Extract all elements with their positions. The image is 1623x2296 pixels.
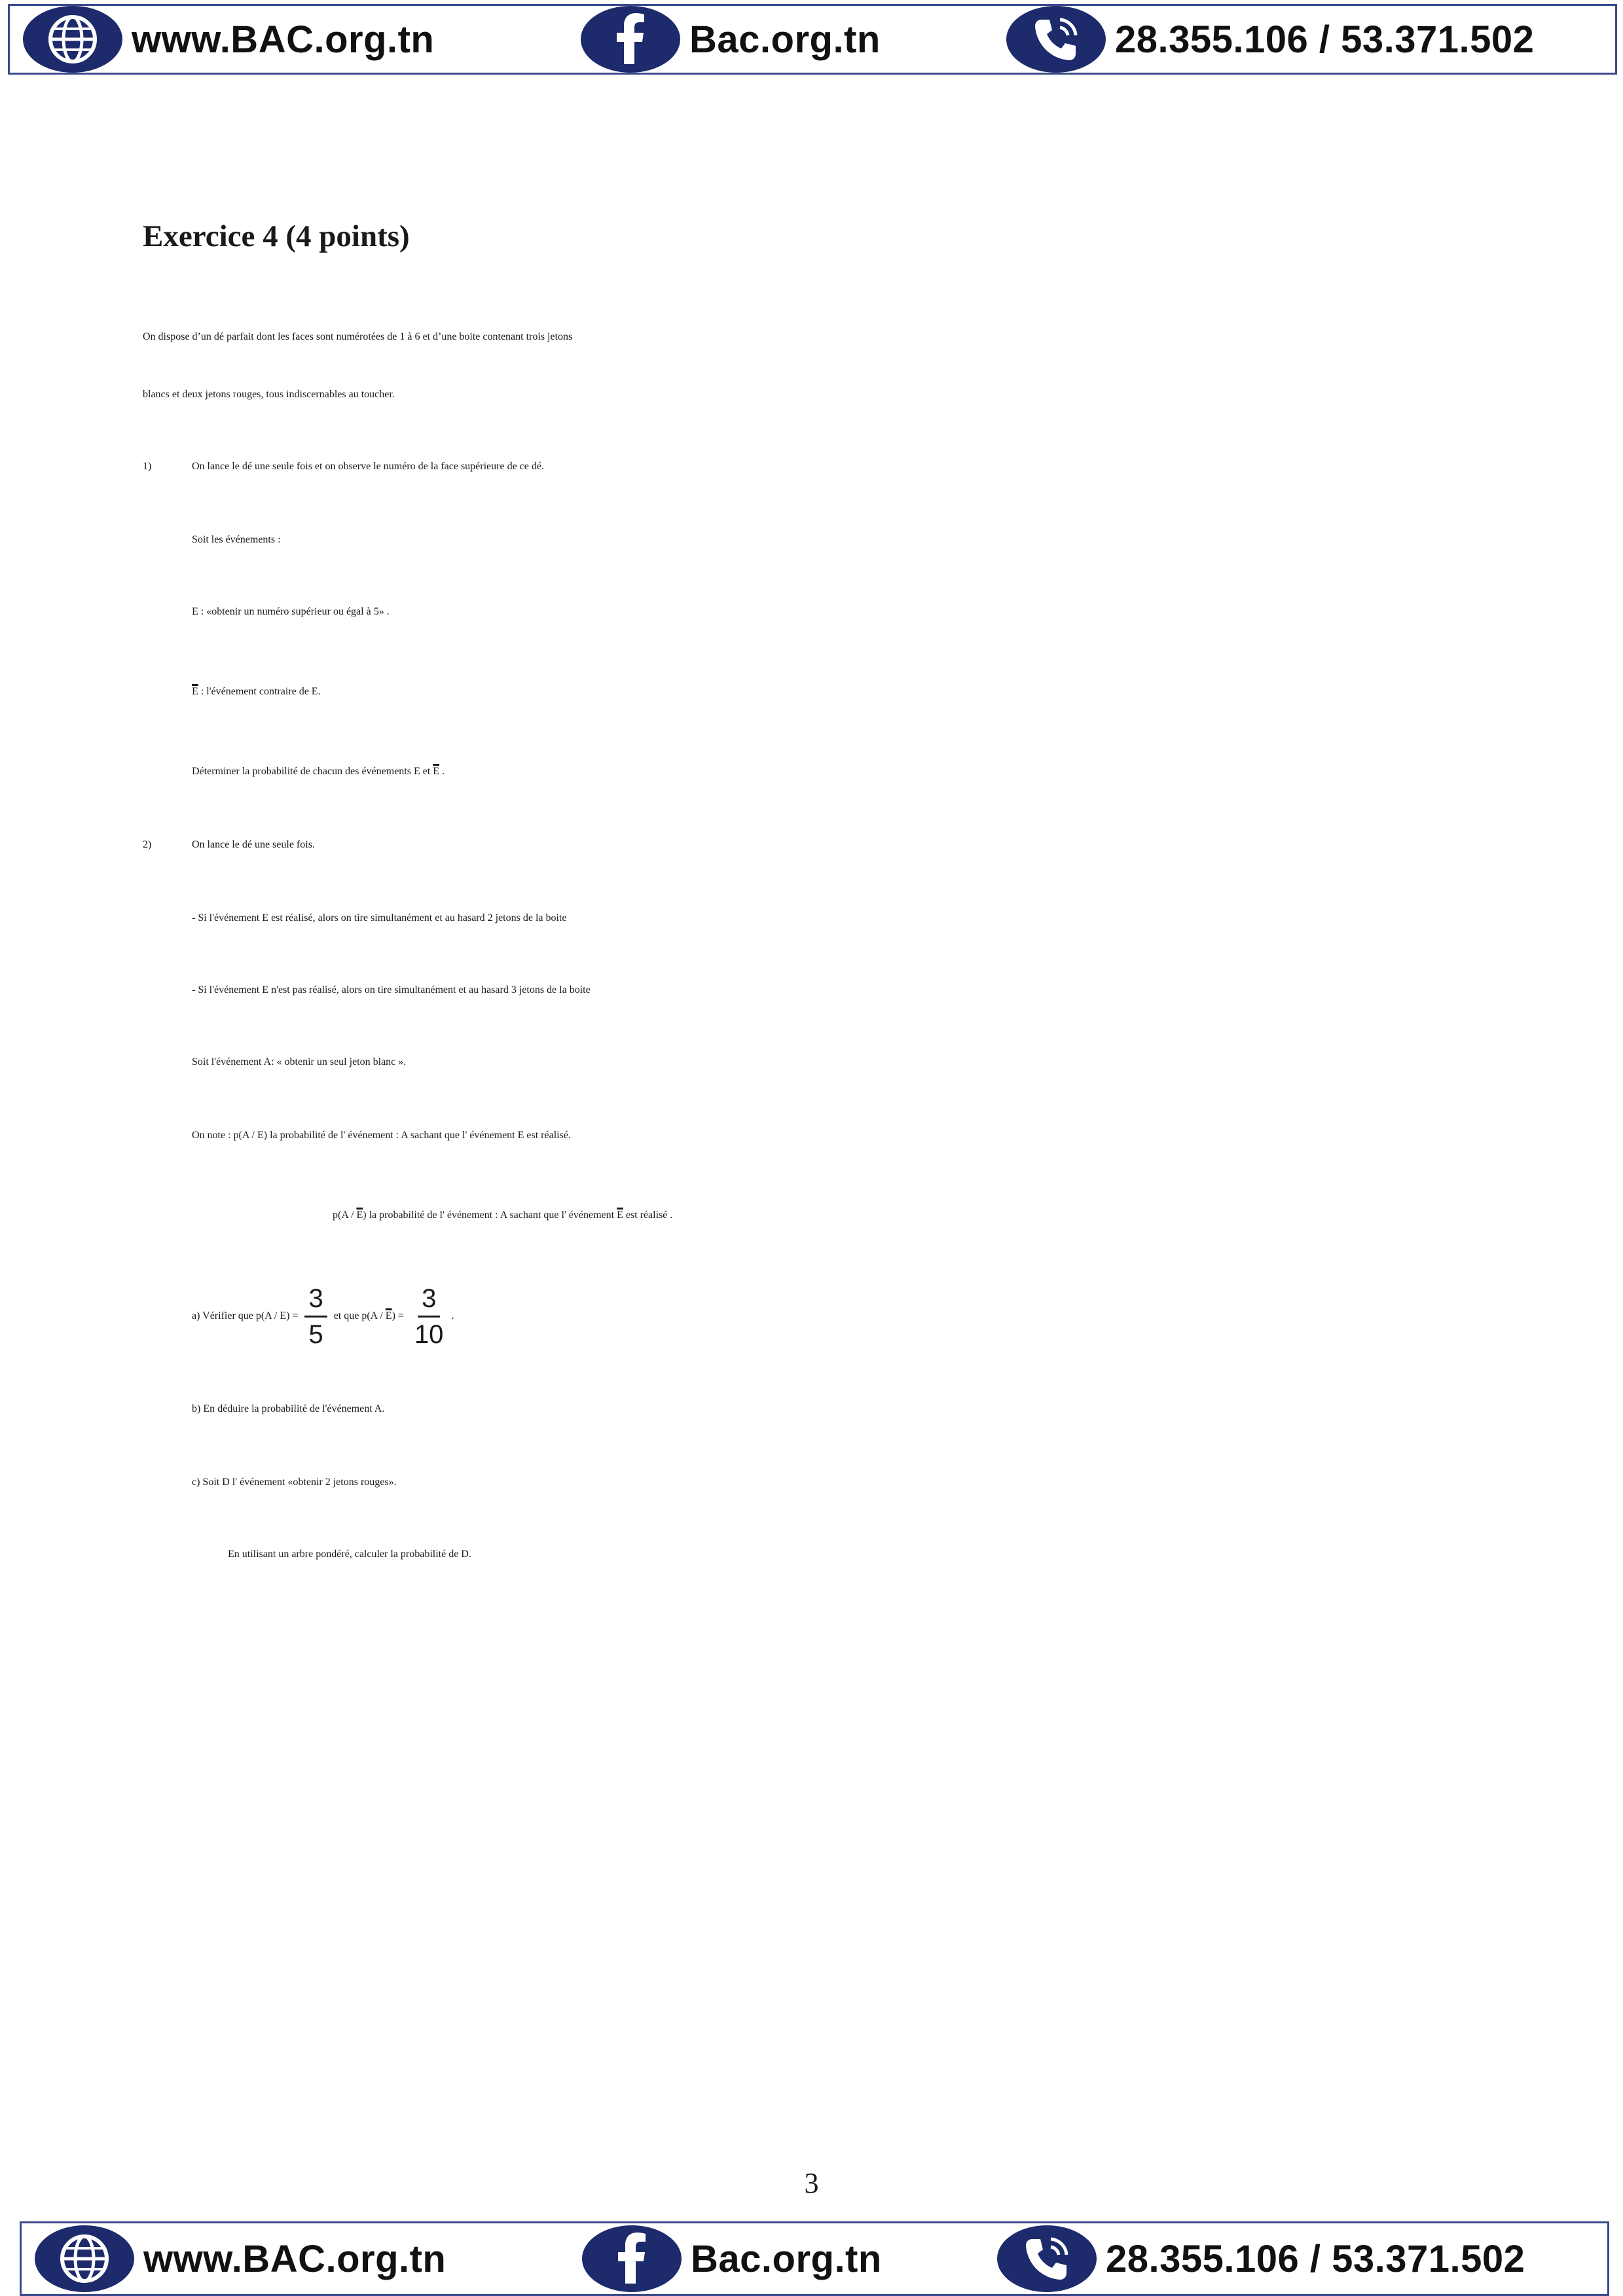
intro-line-2: blancs et deux jetons rouges, tous indiscernables au toucher.	[143, 389, 395, 400]
facebook-link[interactable]	[582, 2223, 882, 2294]
facebook-icon	[581, 6, 680, 73]
question-a-text-c: ) =	[392, 1310, 407, 1322]
globe-icon	[35, 2225, 134, 2292]
event-E-definition: E : «obtenir un numéro supérieur ou égal à 5» .	[192, 606, 390, 617]
question-1-task-text: Déterminer la probabilité de chacun des événements E et	[192, 766, 433, 777]
notation-text-c: est réalisé .	[623, 1210, 673, 1221]
facebook-icon	[582, 2225, 682, 2292]
question-a-text-b: et que p(A /	[331, 1310, 386, 1322]
phone-label: 28.355.106 / 53.371.502	[1115, 18, 1535, 61]
question-1-task-end: .	[439, 766, 445, 777]
intro-line-1: On dispose d’un dé parfait dont les faces sont numérotées de 1 à 6 et d’une boite contenant trois jetons	[143, 331, 573, 342]
website-label: www.BAC.org.tn	[143, 2237, 447, 2280]
E-bar: $\overline{E}$	[385, 1310, 392, 1322]
event-E-complement	[192, 686, 321, 698]
question-c: c) Soit D l' événement «obtenir 2 jetons rouges».	[192, 1477, 397, 1488]
question-1-events: Soit les événements :	[192, 534, 281, 545]
question-a-text: a) Vérifier que p(A / E) =	[192, 1310, 301, 1322]
question-1-number: 1)	[143, 461, 152, 472]
facebook-link[interactable]	[581, 6, 881, 73]
phone-link[interactable]	[1006, 6, 1534, 73]
question-2-text: On lance le dé une seule fois.	[192, 839, 315, 850]
page-number: 3	[804, 2167, 819, 2199]
phone-link[interactable]	[997, 2223, 1525, 2294]
phone-icon	[1006, 6, 1106, 73]
top-banner	[8, 4, 1617, 75]
question-2-case-2: - Si l'événement E n'est pas réalisé, alors on tire simultanément et au hasard 3 jetons de la boite	[192, 984, 591, 996]
E-bar: $\overline{E}$	[192, 686, 198, 697]
question-a	[192, 1284, 454, 1349]
fraction-denominator: 10	[414, 1320, 444, 1349]
fraction-3-10	[410, 1284, 448, 1349]
question-c-instruction: En utilisant un arbre pondéré, calculer la probabilité de D.	[228, 1549, 471, 1560]
globe-icon	[23, 6, 122, 73]
notation-line-2	[333, 1210, 672, 1221]
phone-label: 28.355.106 / 53.371.502	[1106, 2237, 1525, 2280]
question-2-number: 2)	[143, 839, 152, 850]
notation-text-a: p(A /	[333, 1210, 357, 1221]
question-2-case-1: - Si l'événement E est réalisé, alors on tire simultanément et au hasard 2 jetons de la boite	[192, 912, 567, 924]
event-A-definition: Soit l'événement A: « obtenir un seul jeton blanc ».	[192, 1056, 407, 1067]
fraction-numerator: 3	[304, 1284, 327, 1318]
E-bar: $\overline{E}$	[356, 1210, 363, 1221]
exercise-title: Exercice 4 (4 points)	[143, 219, 410, 253]
website-label: www.BAC.org.tn	[132, 18, 435, 61]
question-1-text: On lance le dé une seule fois et on observe le numéro de la face supérieure de ce dé.	[192, 461, 544, 472]
notation-text-b: ) la probabilité de l' événement : A sachant que l' événement	[363, 1210, 617, 1221]
question-1-task	[192, 766, 445, 778]
phone-icon	[997, 2225, 1097, 2292]
fraction-numerator: 3	[418, 1284, 440, 1318]
facebook-label: Bac.org.tn	[691, 2237, 882, 2280]
event-E-complement-text: : l'événement contraire de E.	[198, 686, 321, 697]
E-bar: $\overline{E}$	[433, 766, 440, 777]
website-link[interactable]	[23, 6, 434, 73]
question-a-end: .	[451, 1310, 454, 1322]
website-link[interactable]	[35, 2223, 446, 2294]
notation-line-1: On note : p(A / E) la probabilité de l' événement : A sachant que l' événement E est réalisé.	[192, 1130, 571, 1141]
fraction-denominator: 5	[308, 1320, 323, 1349]
fraction-3-5	[304, 1284, 327, 1349]
E-bar: $\overline{E}$	[617, 1210, 623, 1221]
bottom-banner	[20, 2221, 1609, 2296]
facebook-label: Bac.org.tn	[689, 18, 881, 61]
question-b: b) En déduire la probabilité de l'événement A.	[192, 1403, 385, 1414]
